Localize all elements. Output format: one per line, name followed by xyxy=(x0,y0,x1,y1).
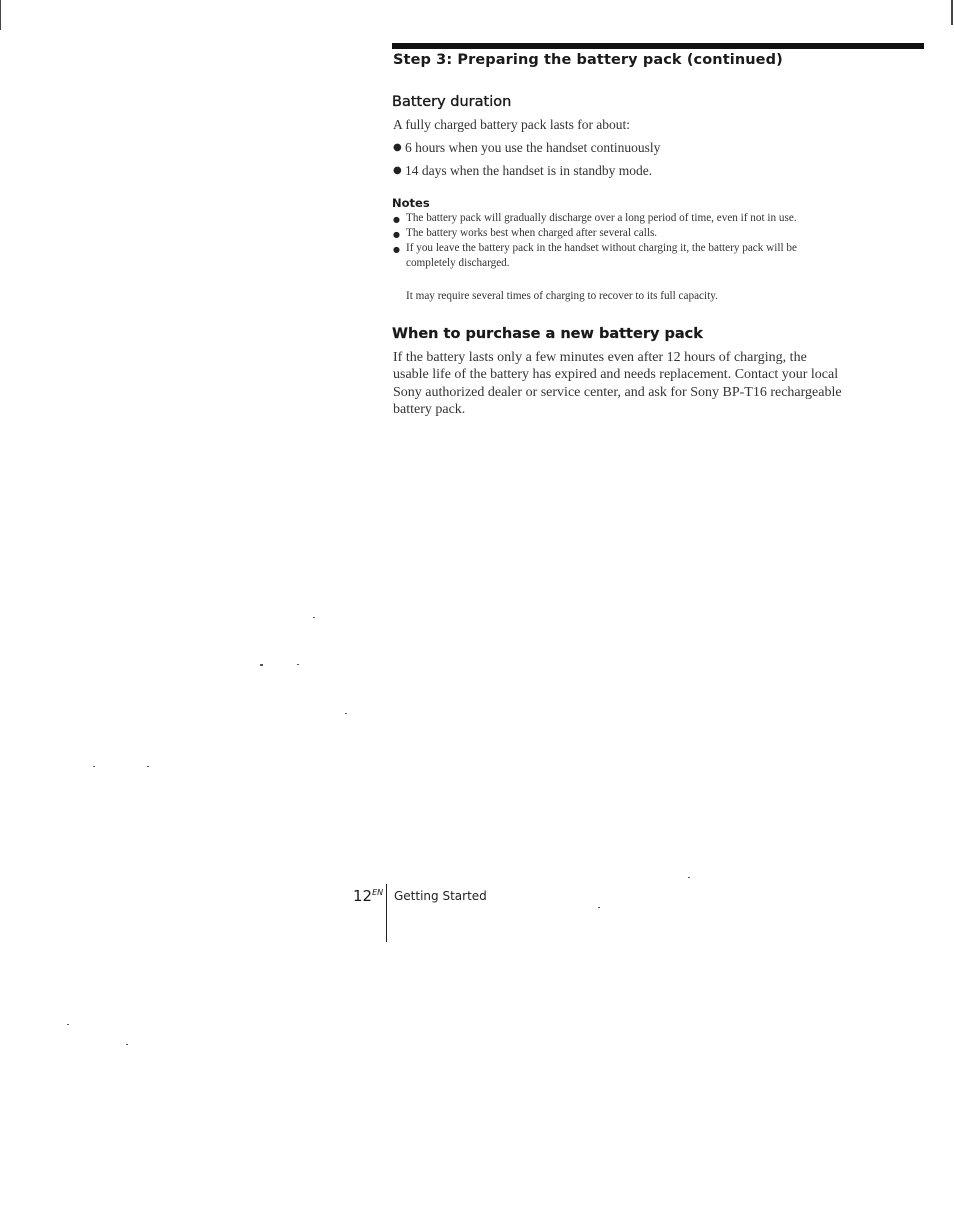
bullet-icon: ● xyxy=(393,142,402,153)
bullet-icon: ● xyxy=(393,245,400,254)
scan-speck xyxy=(67,1024,69,1025)
footer-divider xyxy=(386,884,387,942)
note-item xyxy=(393,241,833,271)
battery-duration-intro: A fully charged battery pack lasts for about: xyxy=(393,117,631,132)
notes-title: Notes xyxy=(392,196,430,210)
scan-speck xyxy=(147,766,149,767)
left-margin-line xyxy=(0,0,1,30)
list-item xyxy=(393,139,660,162)
list-item-text: 14 days when the handset is in standby mode. xyxy=(405,163,653,178)
language-code: EN xyxy=(372,888,384,897)
scan-speck xyxy=(93,766,95,767)
note-text: The battery pack will gradually discharge over a long period of time, even if not in use. xyxy=(406,212,797,224)
note-item xyxy=(393,211,833,226)
footer-section-title: Getting Started xyxy=(394,889,487,903)
scan-speck xyxy=(598,907,600,908)
scan-speck xyxy=(126,1044,128,1045)
page-number xyxy=(353,887,383,905)
right-margin-line xyxy=(951,0,953,25)
scan-speck xyxy=(297,664,299,665)
top-rule xyxy=(392,43,924,49)
bullet-icon: ● xyxy=(393,215,400,224)
scan-speck xyxy=(260,664,263,666)
note-continuation: It may require several times of charging to recover to its full capacity. xyxy=(406,290,718,302)
scan-speck xyxy=(688,877,690,878)
scan-speck xyxy=(313,617,315,618)
note-text: The battery works best when charged after several calls. xyxy=(406,227,658,239)
bullet-icon: ● xyxy=(393,230,400,239)
list-item-text: 6 hours when you use the handset continuously xyxy=(405,140,661,155)
purchase-paragraph: If the battery lasts only a few minutes even after 12 hours of charging, the usable life of the battery has expired and needs replacement. Contact your local Sony authorized dealer or service center, and ask for Sony BP-T16 rechargeable battery pack. xyxy=(393,350,842,417)
page-number-value: 12 xyxy=(353,887,373,905)
battery-duration-heading: Battery duration xyxy=(392,94,512,110)
scan-speck xyxy=(345,713,347,714)
note-item xyxy=(393,226,833,241)
bullet-icon: ● xyxy=(393,165,402,176)
list-item xyxy=(393,162,660,185)
note-text: If you leave the battery pack in the handset without charging it, the battery pack will be completely discharged. xyxy=(406,242,797,269)
notes-list xyxy=(393,211,833,271)
purchase-heading: When to purchase a new battery pack xyxy=(392,326,703,342)
battery-duration-list xyxy=(393,139,660,185)
page-title: Step 3: Preparing the battery pack (continued) xyxy=(393,52,783,68)
